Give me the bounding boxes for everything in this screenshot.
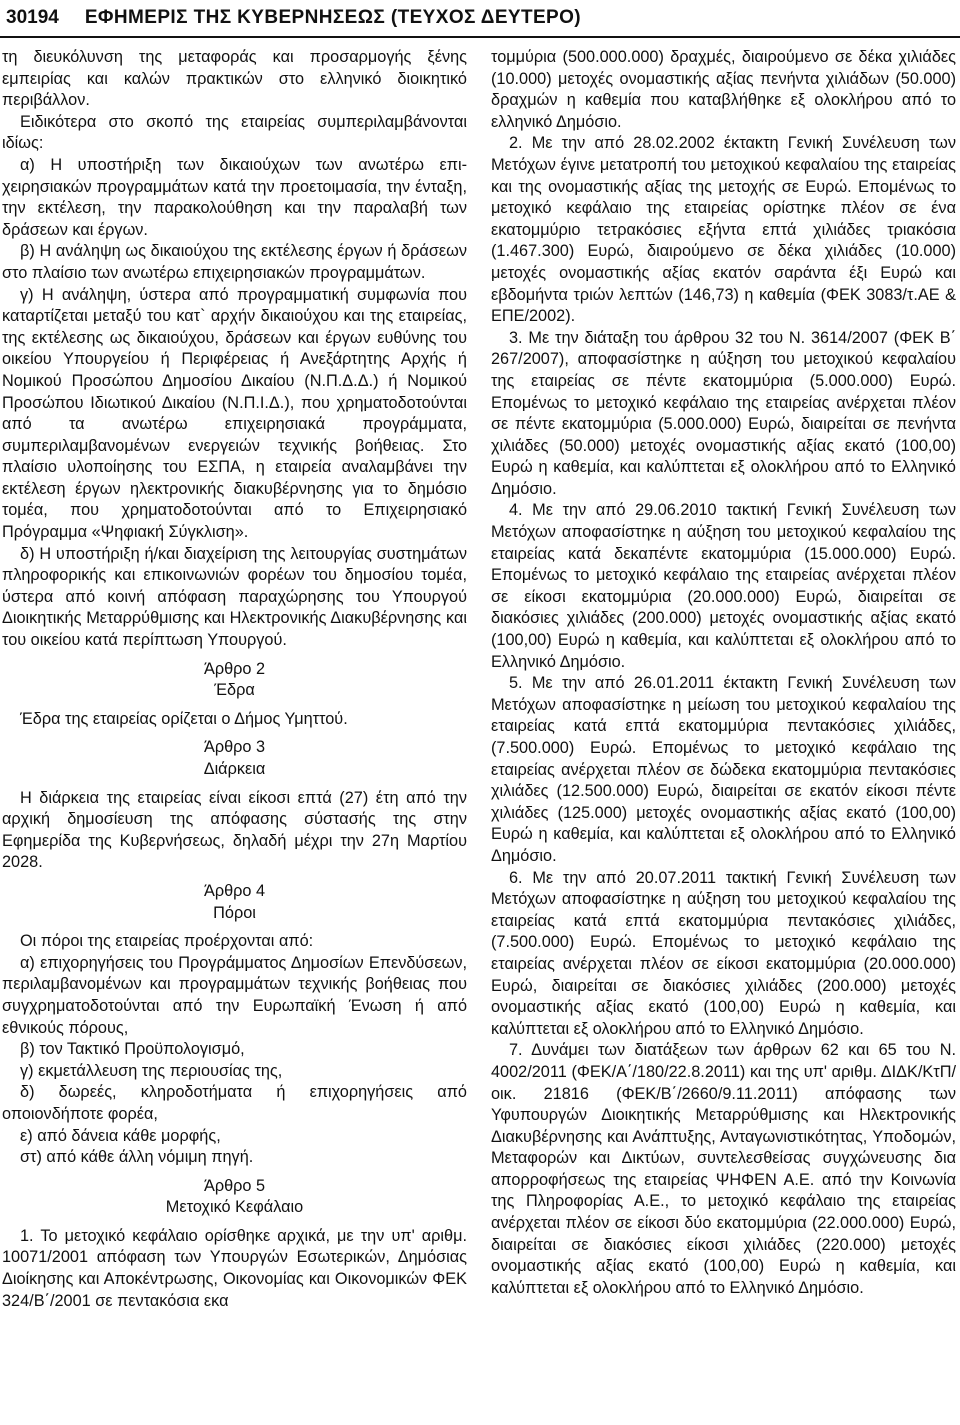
header-rule: [0, 36, 960, 38]
spacer: [2, 652, 467, 659]
paragraph: 4. Με την από 29.06.2010 τακτική Γενική Συνέλευση των Μετόχων αποφασίστηκε η αύξηση του μετοχικού κεφαλαίου της εταιρείας κατά δεκαπέντε εκατομμύρια (15.000.000) Ευρώ. Επομένως το μετοχικό κεφάλαιο της εταιρείας ανέρχεται πλέον σε είκοσι εκατομμύρια (20.000.000) Ευρώ, διαιρείται σε διακόσιες χιλιάδες (200.000) μετοχές ονομαστικής αξίας εκατό (100,00) Ευρώ η καθεμία, και καλύπτεται εξ ολοκλήρου από το Ελληνικό Δημόσιο.: [491, 501, 956, 671]
paragraph: 6. Με την από 20.07.2011 τακτική Γενική Συνέλευση των Μετόχων αποφασίστηκε η αύξηση του μετοχικού κεφαλαίου της εταιρείας κατά επτά εκατομμύρια πεντακόσιες χιλιάδες,(7.500.000) Ευρώ. Επομένως το μετοχικό κεφάλαιο της εταιρείας ανέρχεται πλέον σε είκοσι εκατομμύρια (20.000.000) Ευρώ, διαιρείται σε διακόσιες χιλιάδες (200.000) μετοχές ονομαστικής αξίας εκατό (100,00) Ευρώ η καθεμία, και καλύπτεται εξ ολοκλήρου από το Ελληνικό Δημόσιο.: [491, 868, 956, 1038]
paragraph: 3. Με την διάταξη του άρθρου 32 του Ν. 3614/2007 (ΦΕΚ Β΄ 267/2007), αποφασίστηκε η αύξηση του μετοχικού κεφαλαίου της εταιρείας σε πέντε εκατομμύρια (5.000.000) Ευρώ. Επομένως το μετοχικό κεφάλαιο της εταιρείας ανέρχεται πλέον σε πέντε εκατομμύρια (5.000.000) Ευρώ, διαιρείται σε πενήντα χιλιάδες (50.000) μετοχές ονομαστικής αξίας εκατό (100,00) Ευρώ η καθεμία, και καλύπτεται εξ ολοκλήρου από το Ελληνικό Δημόσιο.: [491, 328, 956, 498]
article-number: Άρθρο 4: [203, 881, 266, 900]
paragraph: τη διευκόλυνση της μεταφοράς και προσαρμογής ξένης εμπειρίας και καλών πρακτικών στο ελληνικό διοικητικό περιβάλλον.: [2, 48, 467, 110]
paragraph: β) τον Τακτικό Προϋπολογισμό,: [20, 1040, 245, 1059]
spacer: [2, 1169, 467, 1176]
paragraph: τομμύρια (500.000.000) δραχμές, διαιρούμενο σε δέκα χιλιάδες (10.000) μετοχές ονομαστικής αξίας πενήντα χιλιάδων (50.000) δραχμών η καθεμία που καταβλήθηκε εξ ολοκλήρου από το ελληνικό Δημόσιο.: [491, 48, 956, 131]
paragraph: α) επιχορηγήσεις του Προγράμματος Δημοσίων Επενδύσεων, περιλαμβανομένων και προγραμμάτων τεχνικής βοήθειας που συγχρηματοδοτούνται από την Ευρωπαϊκή Ένωση ή από εθνικούς πόρους,: [2, 953, 467, 1037]
article-title: Έδρα: [214, 681, 255, 700]
article-number: Άρθρο 2: [203, 659, 266, 678]
paragraph: δ) δωρεές, κληροδοτήματα ή επιχορηγήσεις από οποιονδήποτε φορέα,: [2, 1083, 467, 1123]
paragraph: Η διάρκεια της εταιρείας είναι είκοσι επτά (27) έτη από την αρχική δημοσίευση της απόφασης σύστασής της στην Εφημερίδα της Κυβερνήσεως, δηλαδή μέχρι την 27η Μαρτίου 2028.: [2, 788, 467, 872]
paragraph: 7. Δυνάμει των διατάξεων των άρθρων 62 και 65 του Ν. 4002/2011 (ΦΕΚ/Α΄/180/22.8.2011) και της υπ' αριθμ. ΔΙΔΚ/ΚτΠ/οικ. 21816 (ΦΕΚ/Β΄/2660/9.11.2011) απόφασης των Υφυπουργών Διοικητικής Μεταρρύθμισης και Ηλεκτρονικής Διακυβέρνησης και Ανάπτυξης, Ανταγωνιστικότητας, Υποδομών, Μεταφορών και Δικτύων, συντελεσθείσας συγχώνευσης δια απορροφήσεως της εταιρείας ΨΗΦΕΝ Α.Ε. από την Κοινωνία της Πληροφορίας Α.Ε., το μετοχικό κεφάλαιο της εταιρείας ανέρχεται πλέον σε είκοσι δύο εκατομμύρια (22.000.000) Ευρώ, διαιρείται σε διακόσιες είκοσι χιλιάδες (220.000) μετοχές ονομαστικής αξίας εκατό (100,00) Ευρώ η καθεμία, και καλύπτεται εξ ολοκλήρου από το Ελληνικό Δημόσιο.: [491, 1041, 956, 1297]
right-column: [491, 47, 956, 1299]
page-number: 30194: [6, 7, 59, 28]
left-column: [2, 47, 467, 1312]
spacer: [2, 730, 467, 737]
paragraph: 1. Το μετοχικό κεφάλαιο ορίσθηκε αρχικά, με την υπ' αριθμ. 10071/2001 απόφαση των Υπουργών Εσωτερικών, Δημόσιας Διοίκησης και Αποκέντρωσης, Οικονομίας και Οικονομικών ΦΕΚ 324/Β΄/2001 σε πεντακόσια εκα: [2, 1226, 467, 1310]
article-title: Διάρκεια: [203, 760, 266, 778]
spacer: [2, 1219, 467, 1226]
paragraph: γ) εκμετάλλευση της περιουσίας της,: [20, 1061, 283, 1080]
gazette-title: ΕΦΗΜΕΡΙΣ ΤΗΣ ΚΥΒΕΡΝΗΣΕΩΣ (ΤΕΥΧΟΣ ΔΕΥΤΕΡΟ): [84, 7, 582, 28]
paragraph: α) Η υποστήριξη των δικαιούχων των ανωτέρω επιχειρησιακών προγραμμάτων κατά την προετοιμασία, την ένταξη, την εκτέλεση, την παρακολούθηση και την παραλαβή των δράσεων και έργων.: [2, 155, 467, 239]
article-number: Άρθρο 3: [203, 738, 266, 757]
paragraph: γ) Η ανάληψη, ύστερα από προγραμματική συμφωνία που καταρτίζεται μεταξύ του κατ` αρχήν δικαιούχου και της εταιρείας, της εκτέλεσης ως δικαιούχου, δράσεων και έργων ευθύνης του οικείου Υπουργείου ή Περιφέρειας ή Ανεξάρτητης Αρχής ή Νομικού Προσώπου Δημοσίου Δικαίου (Ν.Π.Δ.Δ.) ή Νομικού Προσώπου Ιδιωτικού Δικαίου (Ν.Π.Ι.Δ.), που χρηματοδοτούνται από τα ανωτέρω επιχειρησιακά προγράμματα, συμπεριλαμβανομένων ενεργειών τεχνικής βοήθειας. Στο πλαίσιο υλοποίησης του ΕΣΠΑ, η εταιρεία αναλαμβάνει την εκτέλεση έργων ηλεκτρονικής διακυβέρνησης για το δημόσιο τομέα, που χρηματοδοτούνται από το Επιχειρησιακό Πρόγραμμα «Ψηφιακή Σύγκλιση».: [2, 285, 467, 542]
page-header: [6, 2, 954, 34]
paragraph: Οι πόροι της εταιρείας προέρχονται από:: [20, 932, 314, 951]
spacer: [2, 924, 467, 931]
paragraph: 5. Με την από 26.01.2011 έκτακτη Γενική Συνέλευση των Μετόχων αποφασίστηκε η μείωση του μετοχικού κεφαλαίου της εταιρείας κατά επτά εκατομμύρια πεντακόσιες χιλιάδες,(7.500.000) Ευρώ. Επομένως το μετοχικό κεφάλαιο της εταιρείας ανέρχεται πλέον σε δώδεκα εκατομμύρια πεντακόσιες χιλιάδες (12.500.000) Ευρώ, διαιρείται σε εκατόν είκοσι πέντε χιλιάδες (125.000) μετοχές ονομαστικής αξίας εκατό (100,00) Ευρώ η καθεμία, και καλύπτεται εξ ολοκλήρου από το Ελληνικό Δημόσιο.: [491, 674, 956, 865]
paragraph: Έδρα της εταιρείας ορίζεται ο Δήμος Υμηττού.: [20, 709, 348, 728]
spacer: [2, 781, 467, 788]
paragraph: ε) από δάνεια κάθε μορφής,: [20, 1126, 221, 1145]
article-title: Μετοχικό Κεφάλαιο: [165, 1198, 304, 1217]
spacer: [2, 874, 467, 881]
paragraph: δ) Η υποστήριξη ή/και διαχείριση της λειτουργίας συστημάτων πληροφορικής και επικοινωνιών φορέων του δημοσίου τομέα, ύστερα από κοινή απόφαση παραχώρησης του Υπουργού Διοικητικής Μεταρρύθμισης και Ηλεκτρονικής Διακυβέρνησης και του οικείου κατά περίπτωση Υπουργού.: [2, 544, 467, 650]
paragraph: Ειδικότερα στο σκοπό της εταιρείας συμπεριλαμβάνονται ιδίως:: [2, 112, 467, 153]
paragraph: στ) από κάθε άλλη νόμιμη πηγή.: [20, 1148, 254, 1167]
paragraph: 2. Με την από 28.02.2002 έκτακτη Γενική Συνέλευση των Μετόχων έγινε μετατροπή του μετοχικού κεφαλαίου της εταιρείας και της ονομαστικής αξίας της μετοχής σε Ευρώ. Επομένως το μετοχικό κεφάλαιο της εταιρείας ορίστηκε πλέον σε ένα εκατομμύριο τετρακόσιες εξήντα επτά χιλιάδες τριακόσια (1.467.300) Ευρώ, διαιρούμενο σε δέκα χιλιάδες (10.000) μετοχές ονομαστικής αξίας εκατόν σαράντα έξι Ευρώ και εβδομήντα τριών λεπτών (146,73) η καθεμία (ΦΕΚ 3083/τ.ΑΕ & ΕΠΕ/2002).: [491, 134, 956, 326]
paragraph: β) Η ανάληψη ως δικαιούχου της εκτέλεσης έργων ή δράσεων στο πλαίσιο των ανωτέρω επιχειρησιακών προγραμμάτων.: [2, 242, 467, 282]
article-title: Πόροι: [213, 903, 256, 922]
article-number: Άρθρο 5: [203, 1176, 266, 1195]
spacer: [2, 702, 467, 709]
